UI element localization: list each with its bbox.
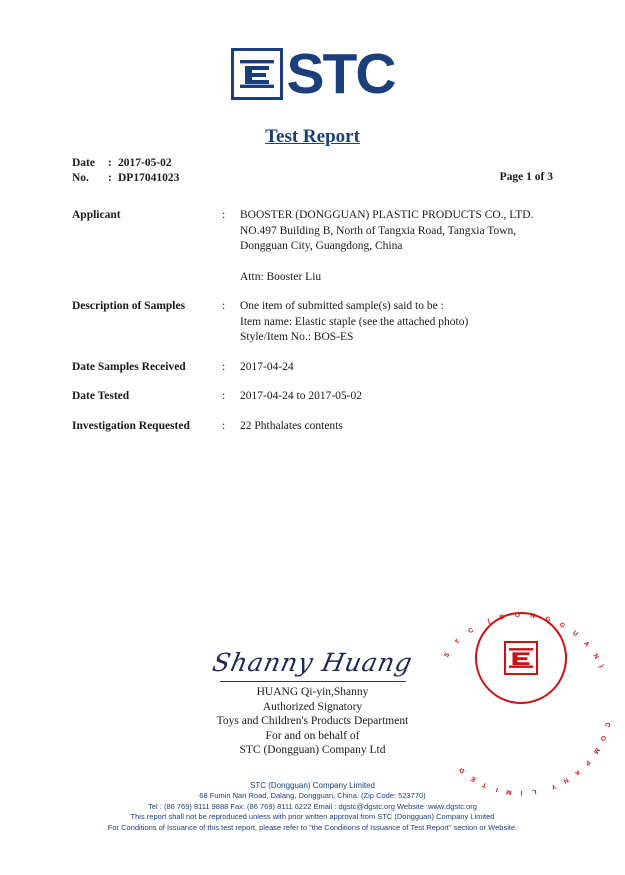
signatory-department: Toys and Children's Products Department	[216, 715, 409, 727]
page-number: Page 1 of 3	[499, 171, 553, 183]
info-row-date-received	[72, 360, 565, 376]
info-value: 2017-04-24 to 2017-05-02	[240, 390, 363, 402]
info-value	[240, 299, 565, 346]
applicant-attn: Attn: Booster Liu	[240, 270, 322, 283]
report-no-line	[72, 171, 553, 186]
signatory-company: STC (Dongguan) Company Ltd	[239, 744, 386, 756]
report-info-table	[0, 208, 625, 434]
footer-conditions: For Conditions of Issuance of this test report, please refer to "the Conditions of Issuance of Test Report" section or Website.	[107, 822, 518, 832]
info-colon: :	[222, 419, 226, 432]
page-title: Test Report	[265, 126, 360, 147]
stamp-ring-text: S T C ( D O N G G U A N ) C O M P A N Y L I M I T E D	[443, 611, 611, 797]
report-no-colon: :	[108, 172, 112, 184]
report-date-line	[72, 156, 553, 171]
footer-company: STC (Dongguan) Company Limited	[250, 780, 375, 790]
applicant-line-2: NO.497 Building B, North of Tangxia Road, Tangxia Town,	[240, 224, 517, 237]
info-row-applicant	[72, 208, 565, 285]
company-logo	[0, 0, 625, 106]
signature-rule	[220, 681, 406, 682]
page-footer	[0, 781, 625, 834]
info-colon: :	[222, 300, 226, 312]
report-no-label: No.	[72, 172, 89, 184]
info-colon: :	[222, 360, 226, 373]
description-line-1: One item of submitted sample(s) said to be :	[240, 300, 444, 312]
info-label: Date Tested	[72, 390, 130, 402]
info-label: Investigation Requested	[72, 419, 190, 432]
logo-wordmark: STC	[286, 42, 395, 106]
report-no-value: DP17041023	[118, 172, 180, 184]
footer-contact: Tel : (86 769) 8111 9888 Fax: (86 769) 8111 6222 Email : dgstc@dgstc.org Website :www.dgstc.org	[148, 801, 477, 811]
description-line-2: Item name: Elastic staple (see the attached photo)	[240, 315, 469, 328]
info-value: 22 Phthalates contents	[240, 419, 343, 432]
description-line-3: Style/Item No.: BOS-ES	[240, 331, 354, 343]
info-row-description	[72, 299, 565, 346]
info-row-investigation	[72, 419, 565, 435]
info-colon: :	[222, 209, 226, 221]
signatory-name: HUANG Qi-yin,Shanny	[256, 686, 369, 698]
info-value	[240, 208, 565, 285]
info-value: 2017-04-24	[240, 360, 294, 373]
applicant-line-3: Dongguan City, Guangdong, China	[240, 240, 403, 252]
info-label: Description of Samples	[72, 300, 186, 312]
report-date-colon: :	[108, 157, 112, 169]
signature-area	[0, 648, 625, 758]
applicant-line-1: BOOSTER (DONGGUAN) PLASTIC PRODUCTS CO., LTD.	[240, 209, 534, 221]
info-label: Applicant	[72, 209, 121, 221]
report-meta	[0, 156, 625, 186]
stc-monogram-icon	[231, 48, 283, 100]
info-colon: :	[222, 390, 226, 402]
applicant-blank-line	[240, 255, 565, 270]
report-date-value: 2017-05-02	[118, 157, 172, 169]
handwritten-signature: Shanny Huang	[209, 648, 416, 677]
signatory-role: Authorized Signatory	[262, 700, 363, 713]
info-row-date-tested	[72, 389, 565, 405]
footer-disclaimer: This report shall not be reproduced unless with prior written approval from STC (Dongguan) Company Limited	[130, 812, 495, 821]
signatory-behalf: For and on behalf of	[265, 729, 360, 742]
signature-details	[0, 685, 625, 758]
info-label: Date Samples Received	[72, 360, 186, 373]
report-date-label: Date	[72, 157, 95, 169]
footer-address: 68 Fumin Nan Road, Dalang, Dongguan, China. (Zip Code: 523770)	[199, 791, 426, 800]
